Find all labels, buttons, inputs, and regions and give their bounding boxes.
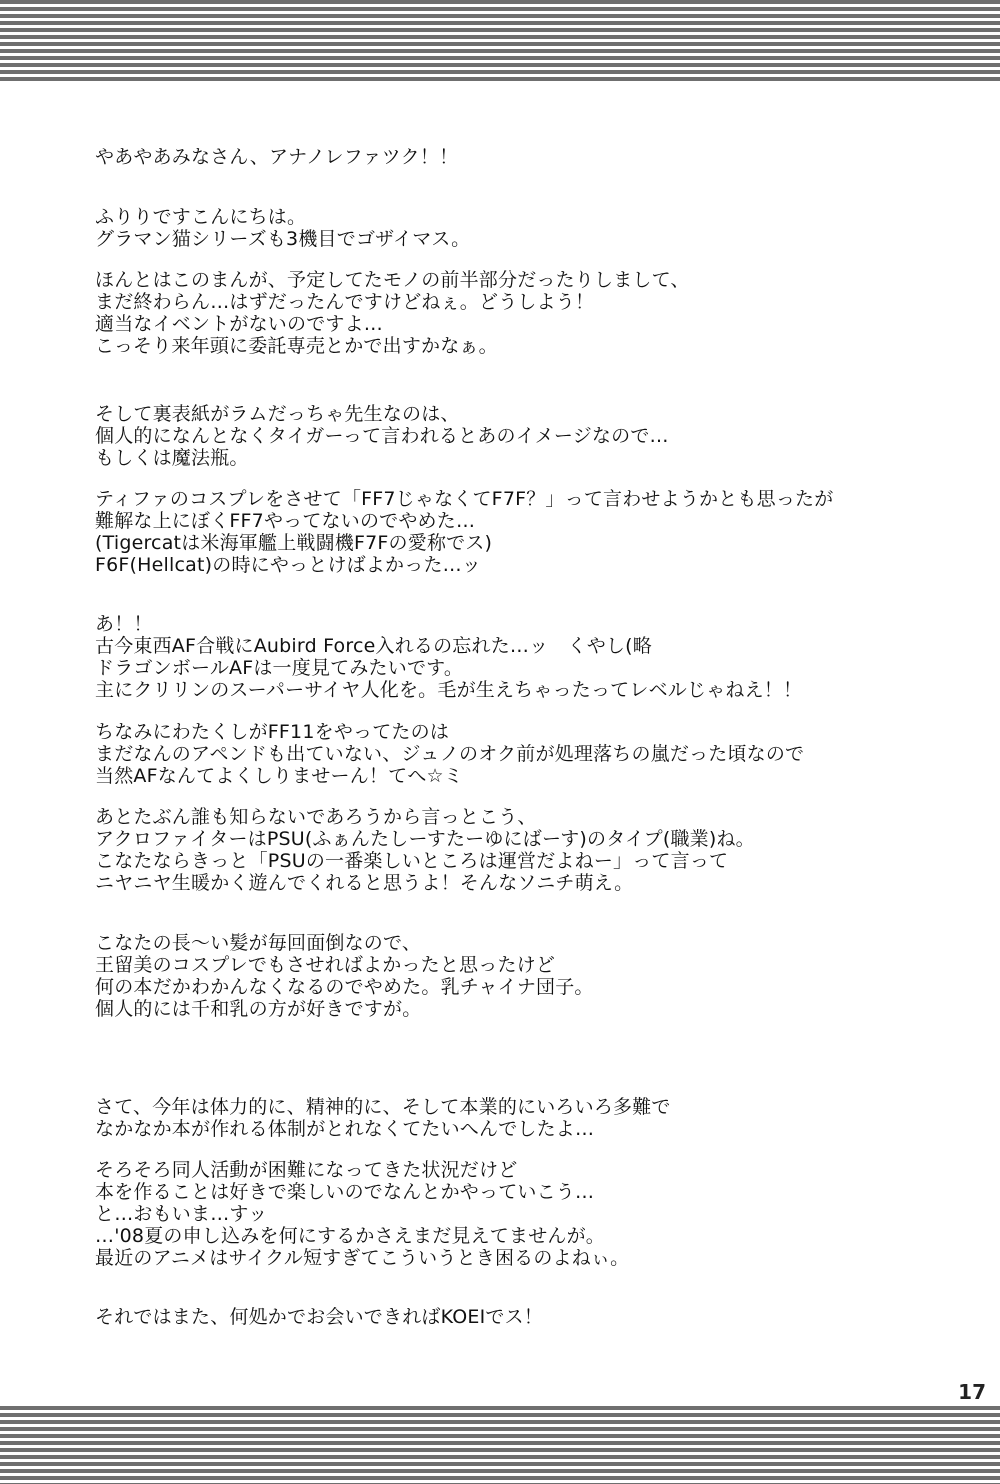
text-line: そろそろ同人活動が困難になってきた状況だけど (95, 1159, 518, 1181)
text-line: ニヤニヤ生暖かく遊んでくれると思うよ！そんなソニチ萌え。 (95, 872, 634, 894)
text-line: 古今東西AF合戦にAubird Force入れるの忘れた…ッ くやし(略 (95, 635, 652, 657)
text-line: と…おもいま…すッ (95, 1203, 268, 1225)
text-line: ティファのコスプレをさせて「FF7じゃなくてF7F？」って言わせようかとも思ったが (95, 488, 834, 510)
text-line: 当然AFなんてよくしりませーん！てへ☆ミ (95, 765, 463, 787)
text-line: 主にクリリンのスーパーサイヤ人化を。毛が生えちゃったってレベルじゃねえ！！ (95, 679, 803, 701)
text-line: まだ終わらん…はずだったんですけどねぇ。どうしよう！ (95, 291, 595, 313)
text-line: ドラゴンボールAFは一度見てみたいです。 (95, 657, 464, 679)
text-line: ちなみにわたくしがFF11をやってたのは (95, 721, 450, 743)
text-line: あ！！ (95, 613, 153, 635)
page-number: 17 (958, 1380, 986, 1404)
text-line: まだなんのアペンドも出ていない、ジュノのオク前が処理落ちの嵐だった頃なので (95, 743, 805, 765)
text-line: 個人的には千和乳の方が好きですが。 (95, 998, 422, 1020)
text-line: アクロファイターはPSU(ふぁんたしーすたーゆにばーす)のタイプ(職業)ね。 (95, 828, 755, 850)
text-line: それではまた、何処かでお会いできればKOEIでス！ (95, 1306, 543, 1328)
text-line: そして裏表紙がラムだっちゃ先生なのは、 (95, 403, 460, 425)
text-line: 難解な上にぼくFF7やってないのでやめた… (95, 510, 476, 532)
text-line: こなたならきっと「PSUの一番楽しいところは運営だよねー」って言って (95, 850, 729, 872)
bottom-stripe-border (0, 1406, 1000, 1484)
text-line: (Tigercatは米海軍艦上戦闘機F7Fの愛称でス) (95, 532, 493, 554)
text-line: なかなか本が作れる体制がとれなくてたいへんでしたよ… (95, 1118, 595, 1140)
text-line: 王留美のコスプレでもさせればよかったと思ったけど (95, 954, 556, 976)
text-line: こなたの長〜い髪が毎回面倒なので、 (95, 932, 422, 954)
text-line: あとたぶん誰も知らないであろうから言っとこう、 (95, 806, 537, 828)
text-line: …'08夏の申し込みを何にするかさえまだ見えてませんが。 (95, 1225, 606, 1247)
text-line: もしくは魔法瓶。 (95, 447, 249, 469)
text-line: F6F(Hellcat)の時にやっとけばよかった…ッ (95, 554, 482, 576)
text-line: さて、今年は体力的に、精神的に、そして本業的にいろいろ多難で (95, 1096, 671, 1118)
text-line: 適当なイベントがないのですよ… (95, 313, 384, 335)
text-line: ふりりですこんにちは。 (95, 206, 307, 228)
text-line: ほんとはこのまんが、予定してたモノの前半部分だったりしまして、 (95, 269, 690, 291)
text-line: グラマン猫シリーズも3機目でゴザイマス。 (95, 228, 471, 250)
text-line: 個人的になんとなくタイガーって言われるとあのイメージなので… (95, 425, 669, 447)
text-line: 何の本だかわかんなくなるのでやめた。乳チャイナ団子。 (95, 976, 594, 998)
text-line: やあやあみなさん、アナノレファツク！！ (95, 146, 459, 168)
text-line: 本を作ることは好きで楽しいのでなんとかやっていこう… (95, 1181, 595, 1203)
text-line: こっそり来年頭に委託専売とかで出すかなぁ。 (95, 335, 498, 357)
text-line: 最近のアニメはサイクル短すぎてこういうとき困るのよねぃ。 (95, 1247, 630, 1269)
